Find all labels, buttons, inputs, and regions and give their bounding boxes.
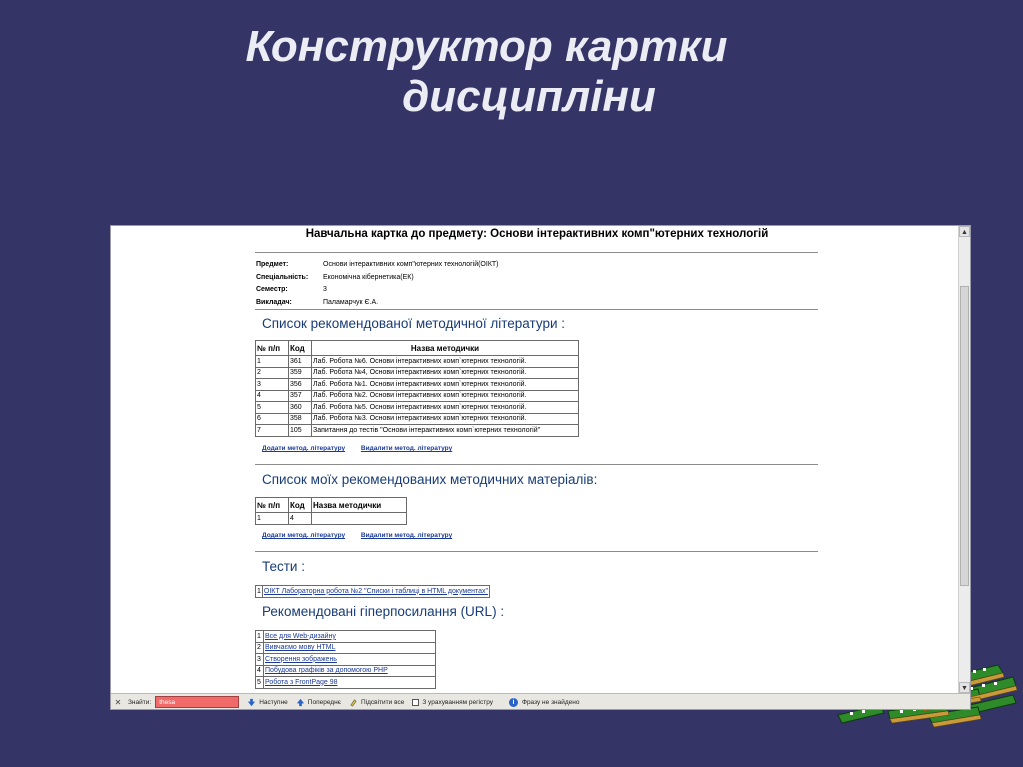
cell-number: 4 (256, 390, 289, 402)
info-row (256, 284, 643, 297)
section-title-tests: Тести : (262, 559, 305, 574)
url-link[interactable]: Створення зображень (265, 655, 337, 663)
section-title-my-materials: Список моїх рекомендованих методичних матеріалів: (262, 472, 598, 487)
info-row (256, 272, 643, 285)
find-input[interactable]: thesa (155, 696, 239, 708)
arrow-up-icon (296, 698, 305, 707)
test-link[interactable]: ОІКТ Лабораторна робота №2 "Списки і таблиці в HTML документах" (263, 587, 488, 595)
highlighter-icon (349, 698, 358, 707)
cell-number: 3 (256, 654, 264, 666)
url-link[interactable]: Побудова графіків за допомогою PHP (265, 667, 388, 675)
column-header-number: № п/п (256, 498, 289, 513)
scroll-up-arrow-icon[interactable]: ▲ (959, 226, 970, 237)
arrow-down-icon (247, 698, 256, 707)
table-row (256, 513, 407, 525)
info-row (256, 259, 643, 272)
cell-number: 7 (256, 425, 289, 437)
close-icon[interactable]: ✕ (114, 697, 122, 707)
cell-number: 2 (256, 367, 289, 379)
table-row (256, 631, 436, 643)
cell-number: 6 (256, 413, 289, 425)
find-next-button[interactable] (247, 698, 288, 707)
urls-table (255, 630, 436, 689)
divider (255, 551, 818, 552)
add-literature-link[interactable]: Додати метод. літературу (262, 445, 346, 452)
table-header-row (256, 498, 407, 513)
cell-title: Лаб. Робота №4, Основи інтерактивних комп`ютерних технологій. (312, 367, 579, 379)
info-value: Економічна кібернетика(ЕК) (323, 273, 414, 281)
cell-title: Лаб. Робота №3. Основи інтерактивних комп`ютерних технологій. (312, 413, 579, 425)
table-row (256, 654, 436, 666)
info-value: Основи інтерактивних комп"ютерних технологій(ОІКТ) (323, 261, 499, 268)
section-title-urls: Рекомендовані гіперпосилання (URL) : (262, 604, 505, 619)
cell-number: 1 (256, 631, 264, 643)
find-bar (111, 693, 971, 710)
column-header-code: Код (289, 498, 312, 513)
match-case-label: З урахуванням регістру (422, 698, 493, 706)
add-literature-link[interactable]: Додати метод. літературу (262, 532, 346, 539)
info-label: Викладач: (256, 298, 292, 306)
info-icon: i (509, 698, 518, 707)
table-row (256, 379, 579, 391)
cell-code: 360 (289, 402, 312, 414)
info-label: Спеціальність: (256, 273, 309, 281)
vertical-scrollbar[interactable] (958, 226, 970, 693)
find-previous-button[interactable] (296, 698, 341, 707)
column-header-number: № п/п (256, 341, 289, 356)
highlight-all-label: Підсвітити все (361, 698, 405, 706)
info-label: Предмет: (256, 261, 289, 268)
table-row (256, 390, 579, 402)
slide-title-line1: Конструктор картки (245, 22, 728, 71)
info-row (256, 297, 643, 310)
section-title-methodical-literature: Список рекомендованої методичної літератури : (262, 316, 565, 331)
cell-title: Лаб. Робота №5. Основи інтерактивних комп`ютерних технологій. (312, 402, 579, 414)
cell-code: 4 (289, 513, 312, 525)
cell-number: 4 (256, 665, 264, 677)
section1-actions (262, 445, 466, 452)
url-link[interactable]: Все для Web-дизайну (265, 632, 336, 640)
cell-title: Запитання до тестів "Основи інтерактивних комп`ютерних технологій" (312, 425, 579, 437)
match-case-checkbox[interactable] (412, 699, 493, 706)
info-value: 3 (323, 286, 327, 293)
find-status-text: Фразу не знайдено (522, 698, 580, 706)
table-row (256, 413, 579, 425)
divider (255, 252, 818, 253)
remove-literature-link[interactable]: Видалити метод. літературу (360, 445, 453, 452)
cell-code: 357 (289, 390, 312, 402)
cell-code: 361 (289, 356, 312, 368)
table-row (256, 586, 490, 598)
cell-number: 5 (256, 402, 289, 414)
table-row (256, 642, 436, 654)
find-label: Знайти: (128, 698, 152, 706)
table-row (256, 402, 579, 414)
find-next-label: Наступне (259, 698, 288, 706)
cell-number: 1 (256, 586, 263, 598)
page-content (111, 226, 960, 693)
checkbox-icon (412, 699, 419, 706)
column-header-title: Назва методички (312, 498, 407, 513)
table-row (256, 665, 436, 677)
cell-code: 358 (289, 413, 312, 425)
info-label: Семестр: (256, 286, 288, 293)
methodical-literature-table (255, 340, 579, 437)
cell-title: Лаб. Робота №6. Основи інтерактивних комп`ютерних технологій. (312, 356, 579, 368)
cell-number: 1 (256, 356, 289, 368)
page-heading: Навчальна картка до предмету: Основи інтерактивних комп"ютерних технологій (305, 228, 769, 240)
divider (255, 464, 818, 465)
url-link[interactable]: Вивчаємо мову HTML (265, 644, 336, 652)
table-row (256, 677, 436, 689)
table-row (256, 356, 579, 368)
cell-code: 359 (289, 367, 312, 379)
find-previous-label: Попереднє (307, 698, 341, 706)
scrollbar-thumb[interactable] (960, 286, 969, 586)
remove-literature-link[interactable]: Видалити метод. літературу (360, 532, 453, 539)
column-header-title: Назва методички (312, 341, 579, 356)
url-link[interactable]: Робота з FrontPage 98 (265, 678, 338, 686)
cell-title: Лаб. Робота №1. Основи інтерактивних комп`ютерних технологій. (312, 379, 579, 391)
cell-title (312, 513, 407, 525)
cell-number: 1 (256, 513, 289, 525)
table-header-row (256, 341, 579, 356)
divider (255, 309, 818, 310)
slide-title-line2: дисципліни (402, 72, 656, 121)
table-row (256, 425, 579, 437)
cell-number: 5 (256, 677, 264, 689)
scroll-down-arrow-icon[interactable]: ▼ (959, 682, 970, 693)
browser-screenshot (110, 225, 971, 710)
info-value: Паламарчук Є.А. (323, 298, 379, 306)
section2-actions (262, 532, 466, 539)
cell-title: Лаб. Робота №2. Основи інтерактивних комп`ютерних технологій. (312, 390, 579, 402)
course-info (256, 259, 643, 309)
slide-title (0, 22, 1023, 122)
table-row (256, 367, 579, 379)
column-header-code: Код (289, 341, 312, 356)
cell-number: 3 (256, 379, 289, 391)
my-materials-table (255, 497, 407, 525)
cell-number: 2 (256, 642, 264, 654)
cell-code: 105 (289, 425, 312, 437)
find-status (509, 698, 580, 707)
tests-table (255, 585, 490, 598)
highlight-all-button[interactable] (349, 698, 404, 707)
cell-code: 356 (289, 379, 312, 391)
